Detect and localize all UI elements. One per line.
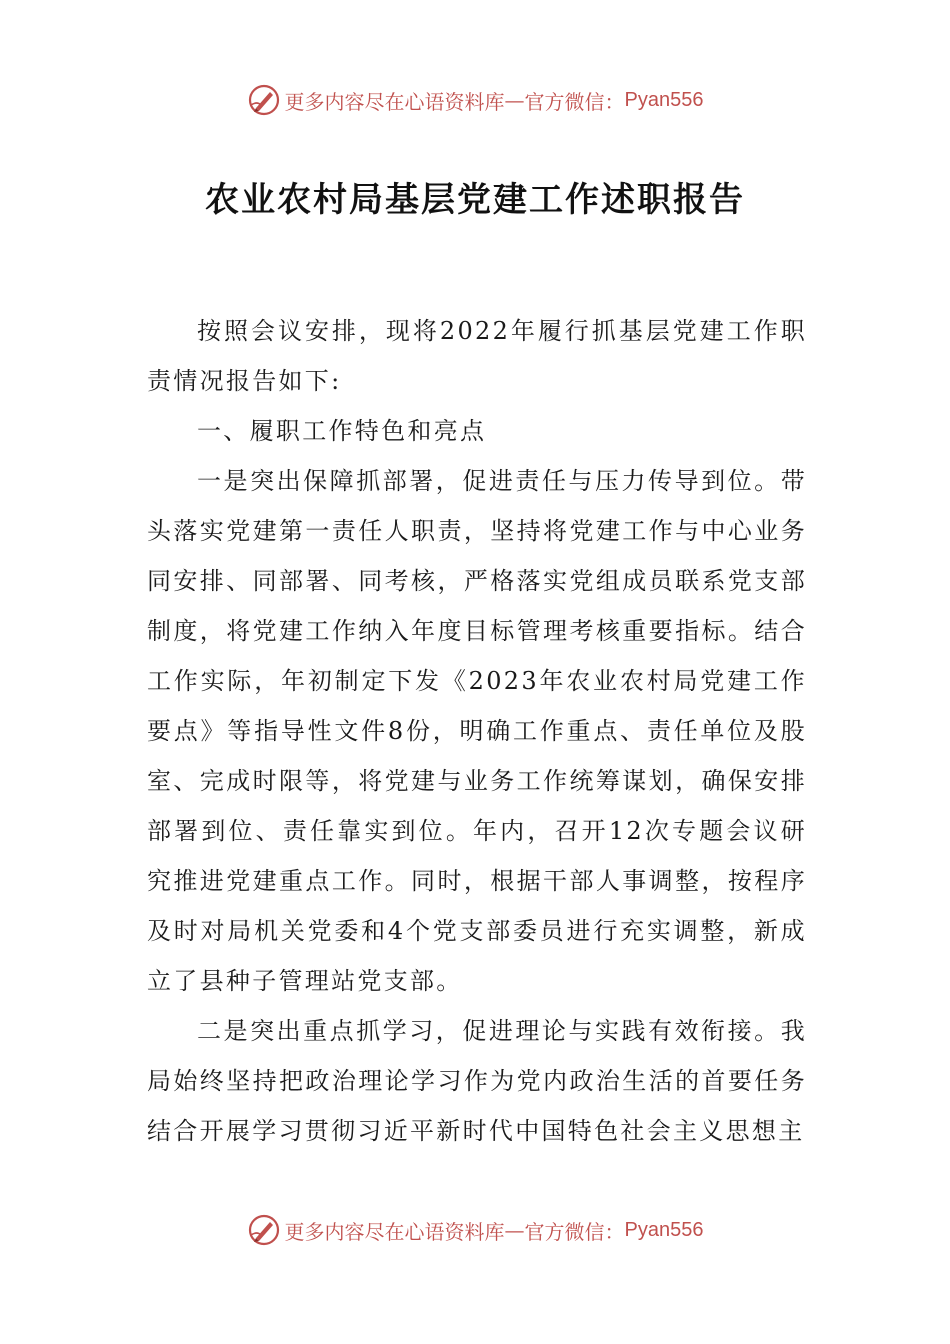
watermark-site-text: 更多内容尽在心语资料库	[284, 1219, 505, 1244]
watermark-wechat-label: 官方微信：	[524, 1219, 625, 1244]
pen-logo-icon	[247, 1213, 281, 1247]
watermark-banner-bottom	[0, 1210, 950, 1250]
watermark-wechat-id: Pyan556	[624, 1218, 704, 1241]
paragraph-two: 二是突出重点抓学习，促进理论与实践有效衔接。我局始终坚持把政治理论学习作为党内政治生活的首要任务结合开展学习贯彻习近平新时代中国特色社会主义思想主	[147, 1017, 807, 1145]
pen-logo-icon	[247, 83, 281, 117]
paragraph-one: 一是突出保障抓部署，促进责任与压力传导到位。带头落实党建第一责任人职责，坚持将党建工作与中心业务同安排、同部署、同考核，严格落实党组成员联系党支部制度，将党建工作纳入年度目标管理考核重要指标。结合工作实际，年初制定下发《2023年农业农村局党建工作要点》等指导性文件8份，明确工作重点、责任单位及股室、完成时限等，将党建与业务工作统筹谋划，确保安排部署到位、责任靠实到位。年内，召开12次专题会议研究推进党建重点工作。同时，根据干部人事调整，按程序及时对局机关党委和4个党支部委员进行充实调整，新成立了县种子管理站党支部。	[147, 467, 807, 995]
paragraph-intro: 按照会议安排，现将2022年履行抓基层党建工作职责情况报告如下:	[147, 317, 807, 395]
watermark-wechat-id: Pyan556	[624, 88, 704, 111]
document-body	[147, 306, 807, 1156]
watermark-separator: —	[504, 1218, 525, 1242]
watermark-site-text: 更多内容尽在心语资料库	[284, 89, 505, 114]
watermark-wechat-label: 官方微信：	[524, 89, 625, 114]
document-title: 农业农村局基层党建工作述职报告	[205, 180, 745, 220]
section-heading: 一、履职工作特色和亮点	[197, 417, 487, 445]
watermark-banner-top	[0, 80, 950, 120]
watermark-separator: —	[504, 88, 525, 112]
